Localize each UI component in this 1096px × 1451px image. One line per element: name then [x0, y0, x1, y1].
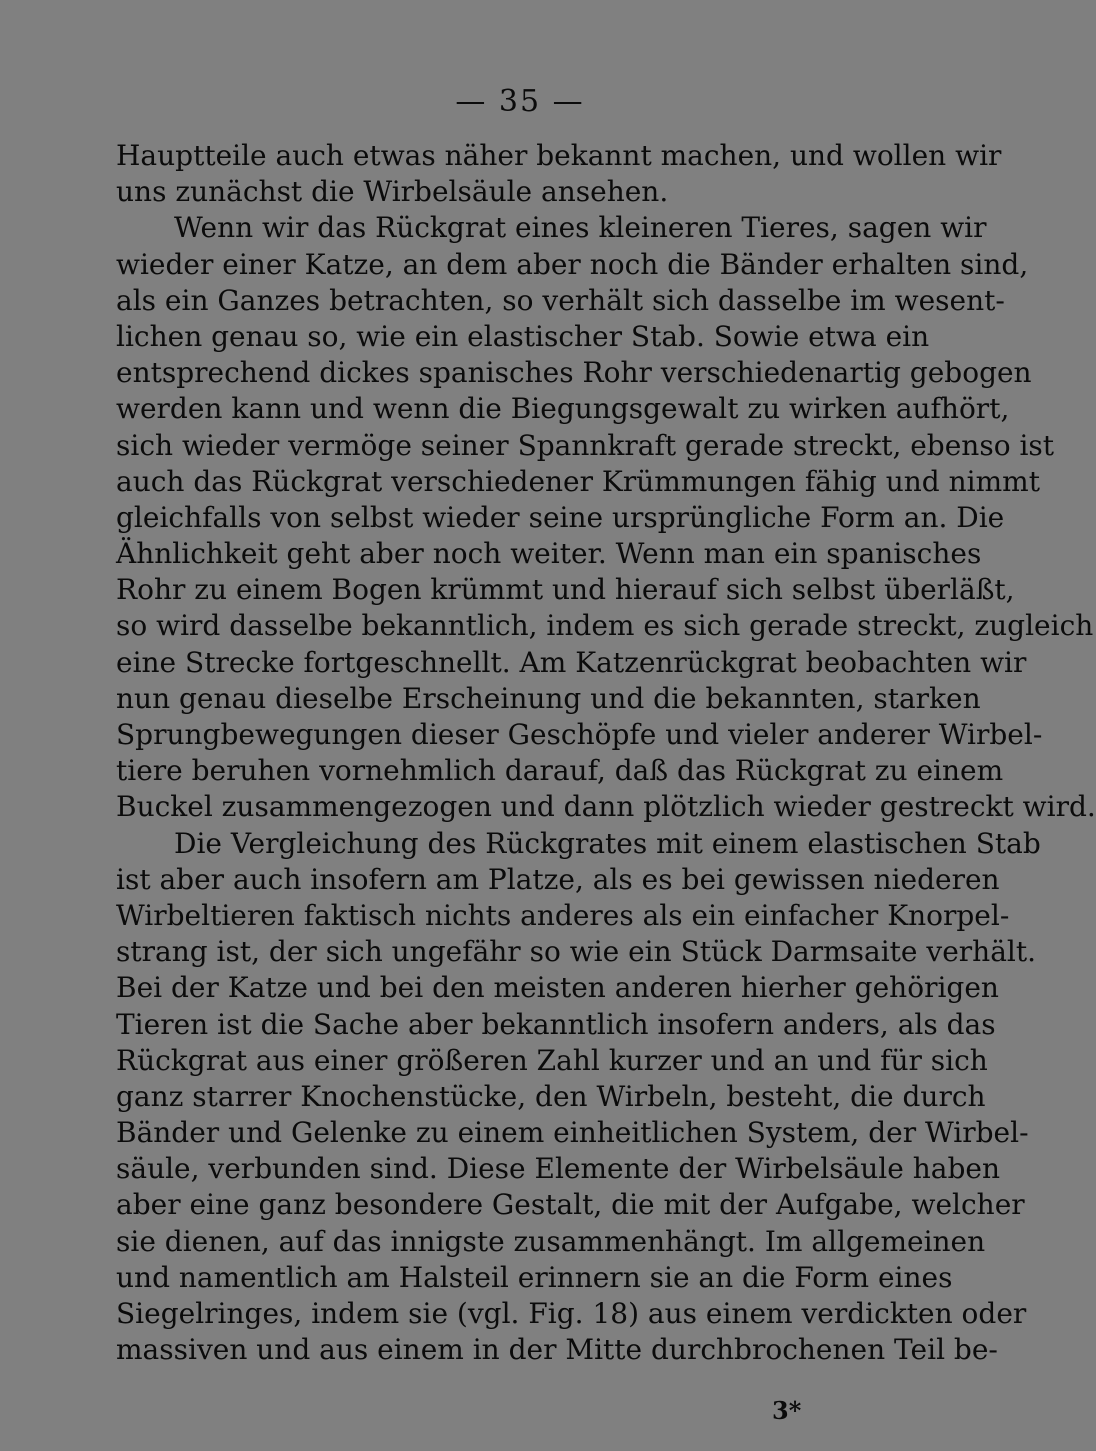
- text-line: als ein Ganzes betrachten, so verhält sich dasselbe im wesent-: [116, 283, 1005, 317]
- text-line: auch das Rückgrat verschiedener Krümmungen fähig und nimmt: [116, 464, 1040, 498]
- signature-mark: 3*: [772, 1396, 802, 1425]
- text-line: sich wieder vermöge seiner Spannkraft gerade streckt, ebenso ist: [116, 428, 1055, 462]
- text-line: nun genau dieselbe Erscheinung und die bekannten, starken: [116, 681, 981, 715]
- text-line: säule, verbunden sind. Diese Elemente der Wirbelsäule haben: [116, 1152, 1000, 1186]
- text-line: lichen genau so, wie ein elastischer Stab. Sowie etwa ein: [116, 319, 930, 353]
- text-line: so wird dasselbe bekanntlich, indem es sich gerade streckt, zugleich: [116, 609, 1094, 643]
- text-line: ganz starrer Knochenstücke, den Wirbeln, besteht, die durch: [116, 1079, 986, 1113]
- text-line: strang ist, der sich ungefähr so wie ein Stück Darmsaite verhält.: [116, 935, 1037, 969]
- text-line: tiere beruhen vornehmlich darauf, daß das Rückgrat zu einem: [116, 754, 1004, 788]
- text-line: Tieren ist die Sache aber bekanntlich insofern anders, als das: [116, 1007, 996, 1041]
- text-line: Sprungbewegungen dieser Geschöpfe und vieler anderer Wirbel-: [116, 718, 1043, 751]
- text-line: Wenn wir das Rückgrat eines kleineren Tieres, sagen wir: [174, 211, 987, 245]
- text-line: Bänder und Gelenke zu einem einheitlichen System, der Wirbel-: [116, 1116, 1029, 1150]
- text-line: und namentlich am Halsteil erinnern sie an die Form eines: [116, 1260, 953, 1294]
- text-line: Siegelringes, indem sie (vgl. Fig. 18) aus einem verdickten oder: [116, 1297, 1027, 1330]
- text-line: Bei der Katze und bei den meisten anderen hierher gehörigen: [116, 971, 999, 1005]
- text-line: Rohr zu einem Bogen krümmt und hierauf sich selbst überläßt,: [116, 573, 1015, 607]
- text-line: Die Vergleichung des Rückgrates mit einem elastischen Stab: [174, 826, 1041, 860]
- text-line: gleichfalls von selbst wieder seine ursprüngliche Form an. Die: [116, 500, 1005, 534]
- text-line: ist aber auch insofern am Platze, als es bei gewissen niederen: [116, 862, 1000, 896]
- text-line: uns zunächst die Wirbelsäule ansehen.: [116, 175, 669, 209]
- text-line: eine Strecke fortgeschnellt. Am Katzenrückgrat beobachten wir: [116, 645, 1027, 679]
- text-line: Buckel zusammengezogen und dann plötzlich wieder gestreckt wird.: [116, 790, 1096, 824]
- text-line: Rückgrat aus einer größeren Zahl kurzer und an und für sich: [116, 1043, 988, 1077]
- text-line: aber eine ganz besondere Gestalt, die mit der Aufgabe, welcher: [116, 1188, 1025, 1222]
- text-line: Ähnlichkeit geht aber noch weiter. Wenn man ein spanisches: [116, 537, 982, 571]
- body-text: [116, 138, 1096, 1368]
- text-line: wieder einer Katze, an dem aber noch die Bänder erhalten sind,: [116, 247, 1029, 281]
- page-number: — 35 —: [455, 84, 585, 119]
- text-line: massiven und aus einem in der Mitte durchbrochenen Teil be-: [116, 1333, 998, 1367]
- text-line: entsprechend dickes spanisches Rohr verschiedenartig gebogen: [116, 356, 1032, 390]
- text-line: sie dienen, auf das innigste zusammenhängt. Im allgemeinen: [116, 1224, 986, 1258]
- text-line: werden kann und wenn die Biegungsgewalt zu wirken aufhört,: [116, 392, 1010, 426]
- text-line: Hauptteile auch etwas näher bekannt machen, und wollen wir: [116, 139, 1002, 172]
- text-line: Wirbeltieren faktisch nichts anderes als ein einfacher Knorpel-: [116, 898, 1010, 932]
